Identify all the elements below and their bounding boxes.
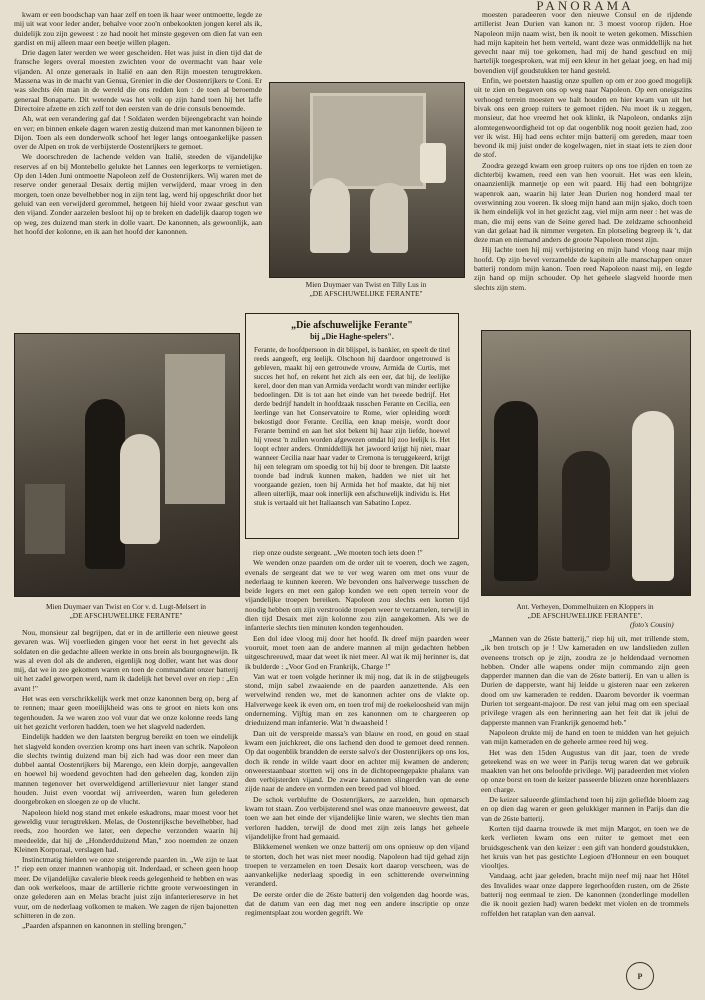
article-column-1-top [14,10,262,326]
paragraph: Nou, monsieur zal begrijpen, dat er in de artillerie een nieuwe geest gevaren was. Wij voerlieden gingen voor het eerst in het gevecht als soldaten en die gedachte alleen werkte in ons brein als bourgognewijn. Ik was al even dol als de anderen, eigenlijk nog doller, want het was door mij, dat we in zee gekomen waren en toen de commandant onzer batterij uit het zadel geworpen werd, nam ik dadelijk het bevel over en riep : „En avant !" [14,628,238,693]
paragraph: Blikkemenel wenken we onze batterij om ons opnieuw op den vijand te storten, doch het was niet meer noodig. Napoleon had tijd gehad zijn troepen te verzamelen en toen Desaix kort daarop verscheen, was de aanvankelijke nederlaag spoedig in een schitterende overwinning veranderd. [245,842,469,889]
paragraph: Enfin, we poetsten haastig onze spullen op om er zoo goed mogelijk uit te zien en begaven ons op weg naar Napoleon. Op een oneigszins verhoogd terrein moesten we halt houden en hier kwam van uit het bivak ons een groep ruiters te gemoet rijden. Nu moet ik u zeggen, monsieur, dat hoe vreemd het ook klinkt, ik Napoleon, ondanks zijn alomtegenwoordigheid tot op dat oogenblik nog nooit gezien had, zoo ver ik wist. Hij had eens echter mijn batterij om gereden, maar toen bevond ik mij juist onder de kogelwagen, niet in staat iets te zien door de stof. [474,76,692,160]
review-body: Ferante, de hoofdpersoon in dit blijspel, is bankier, en speelt de titel reeds aangeeft, erg leelijk. Olschoon hij daardoor ongetrouwd is gebleven, maakt hij een getrouwde vrouw, Armida de Curtis, met succes het hof, en rekent het zich als een eer, dat hij, de leelijke kerel, door den man van Armida verdacht wordt van minder eerlijke bedoelingen. Dit is tot aan het einde van het tweede bedrijf. Het derde bedrijf handelt in hoofdzaak tusschen Ferante en Cecilia, een leerlinge van het Conservatoire te Rome, wier opleiding wordt bekostigd door Ferante. Cecilia, een knap meisje, wordt door Ferante bemind en aan het slot bekent hij haar zijn liefde, hoewel hij vreest 'n zullen worden afgewezen omdat hij zoo leelijk is. Het loopt echter anders. Onmiddellijk het jawoord krijgt hij niet, maar wanneer Cecilia naar haar vader te Cremona is teruggekeerd, krijgt hij een telegram om spoedig tot hij bij door te brengen. Dit laatste toonde bad indruk kunnen maken, hadden we niet uit het voorgaande gezien, toen hij Armida het hof maakte, dat hij niet alleen uiterlijk, maar ook innerlijk een afschuwelijk individu is. Het stuk is vertaald uit het Italiaansch van Sabatino Lopez. [254,346,450,507]
review-box [245,313,459,539]
photo-right-caption [481,602,689,620]
paragraph: Het was een verschrikkelijk werk met onze kanonnen berg op, berg af te rennen; maar geen moeilijkheid was ons te groot en niets kon ons tegenhouden. Ja we waren zoo vol vuur dat we onze kolonne reeds lang uit het gezicht verloren hadden, toen we het slagveld naderden. [14,694,238,731]
article-column-3-bottom [481,634,689,954]
paragraph: Napoleon hield nog stand met enkele eskadrons, maar moest voor het geweldig vuur terugtrekken. Melas, de Oostenrijksche bevelhebber, had reeds, zoo hoorden we later, een depeche verzonden waarin hij meedeelde, dat hij de „Honderdduizend Man," zoo noemden ze onzen Kleinen Korporaal, verslagen had. [14,807,238,854]
caption-line: „DE AFSCHUWELIJKE FERANTE". [527,611,643,620]
caption-line: „DE AFSCHUWELIJKE FERANTE" [69,611,183,620]
paragraph: De keizer salueerde glimlachend toen hij zijn gelieflde bloem zag en op dien dag waren er geen gelukkiger mannen in Parijs dan die van de 26ste batterij. [481,795,689,823]
photo-left-caption [14,602,238,620]
paragraph: Hij lachte toen hij mij verbijstering en mijn hand vloog naar mijn hoofd. Op zijn bevel verzamelde de kapitein alle manschappen onzer batterij rondom mijn kanon. Toen reed Napoleon naast mij, en legde zijn hand op mijn schouder. Op het geheele slagveld hoorde men slechts zijn stem. [474,245,692,292]
publisher-logo-icon [626,962,654,990]
figure-child [120,434,160,544]
figure-left [310,178,350,253]
paragraph: Korten tijd daarna trouwde ik met mijn Margot, en toen we de kerk verlieten kwam ons een ruiter te gemoet met een bruidsgeschenk van den keizer : een gift van honderd goudstukken, het kruis van het pas gestichte Legioen d'Honneur en een bouquet viooltjes. [481,823,689,871]
paragraph: Napoleon drukte mij de hand en toen te midden van het gejuich van mijn kameraden en de geheele armee reed hij weg. [481,727,689,747]
caption-line: Mien Duymaer van Twist en Cor v. d. Lugt-Melsert in [46,602,206,611]
paragraph: We doorschreden de lachende velden van Italië, steeden de vijandelijke reserves af en bij Montebello gelukte het Lannes een legerkorps te vernietigen. Op den 14den Juni ontmoette Napoleon zelf de Oostenrijkers. Wij waren met de reserve onder generaal Desaix dertig mijlen verwijderd, maar vroeg in den morgen, toen onze bevelhebber nog in zijn tent lag, werd hij opgeschrikt door het geluid van een verwijderd gerommel, hetgeen hij hield voor zwaar geschut van den vijand. Zonder aarzelen besloot hij op te breken en dadelijk daarop togen we op weg, zes duizend man sterk in dolle vaart. De kanonnen, als gewoonlijk, aan het hoofd der kolonne, en ik aan het hoofd der kanonnen. [14,152,262,236]
article-column-2-bottom [245,548,469,990]
logo-mark: P [637,971,643,981]
paragraph: Eindelijk hadden we den laatsten bergrug bereikt en toen we eindelijk het slagveld konden overzien kromp ons hart ineen van schrik. Napoleon die slechts twintig duizend man bij zich had was door een meer dan dubbel aantal Oostenrijkers bij Marengo, een klein dorpje, aangevallen en hoewel hij woedend gevochten had den geheelen dag, konden zijn mannen tegenover het overweldigend artillerievuur niet langer stand houden. Juist even voordat wij arriveerden, waren hun gelederen doorgebroken en sloegen ze op de vlucht. [14,732,238,807]
paragraph: Van wat er toen volgde herinner ik mij nog, dat ik in de stijgbeugels stond, mijn sabel zwaaiende en de paarden aanzettende. Als een wervelwind renden we, met de kanonnen achter ons de vlakte op. Halverwege keek ik even om, en toen trof mij de roekeloosheid van mijn onderneming. Vijftig man en zes kanonnen om te chargeeren op drieduizend man infanterie. Wat 'n dwaasheid ! [245,671,469,728]
caption-line: Ant. Verheyen, Dommelhuizen en Kloppers in [516,602,654,611]
review-subtitle: bij „Die Haghe-spelers". [310,332,394,341]
paragraph: Een dol idee vloog mij door het hoofd. Ik dreef mijn paarden weer vooruit, moet toen aan de andere mannen al mijn gedachten hebben uitgeschreeuwd, maar dat weet ik niet meer. Al wat ik mij herinner is, dat ik bulderde : „Voor God en Frankrijk, Charge !" [245,633,469,671]
paragraph: Vandaag, acht jaar geleden, bracht mijn neef mij naar het Hôtel des Invalides waar onze dappere legerhoofden rusten, om de 26ste batterij nog eenmaal te zien. De kanonnen (zonderlinge modellen die ik nooit gezien had) waren bedekt met violen en de trommels roffelden het rataplan van den aanval. [481,871,689,918]
paragraph: De eerste order die de 26ste batterij den volgenden dag hoorde was, dat de datum van een dag met nog een andere inscriptie op onze regimentsplaat zou worden gegrift. We [245,889,469,918]
photo-top-caption [269,280,463,298]
paragraph: Instinctmatig hielden we onze steigerende paarden in. „We zijn te laat !" riep een onzer mannen wanhopig uit. Inderdaad, er scheen geen hoop meer. De vijandelijke cavalerie bleek reeds gelegenheid te hebben en was dan ook werkeloos, maar de artillerie richtte groote verwoestingen in onze gelederen aan en Melas bracht juist zijn infanteriereserve in het vuur, om de nederlaag volkomen te maken. We zagen de rijen bajonetten schitteren in de zon. [14,855,238,920]
paragraph: Ah, wat een verandering gaf dat ! Soldaten werden bijeengebracht van hoinde en ver; en binnen enkele dagen waren zestig duizend man met kanonnen bijeen te Dijon. Toen als een donderwolk schoof het leger langs ontoegankelijke passen over de Alpen en trok de verbijsterde Oostenrijkers te gemoet. [14,114,262,152]
page-header-title: PANORAMA [536,0,634,13]
figure-left-man [494,401,538,581]
figure-right [370,183,408,253]
paragraph: Zoodra gezegd kwam een groep ruiters op ons toe rijden en toen ze dichterbij kwamen, reed een van hen vooruit. Het was een klein, onaanzienlijk mannetje op een wit paard. Hij had een bohtgrijze wapenrok aan, waarin hij later Jean Durien nog honderd maal ter overwinning zou voeren. Ik sloeg mijn hand aan mijn sjako, doch toen ik hem eindelijk vol in het gezicht zag, viel mijn arm neer : het was de man, die mij eens van de Seine gered had. De zeldzame schoonheid van dat gelaat had ik nimmer vergeten. En plotseling begreep ik 't, dat deze man en niemand anders de groote Napoleon moest zijn. [474,160,692,245]
chair [25,484,65,554]
window-frame [310,93,426,189]
lamp [420,143,446,183]
photo-credit: (foto's Cousin) [630,620,674,629]
photo-right [481,330,691,596]
figure-right-man [632,411,674,581]
paragraph: Het was den 15den Augustus van dit jaar, toen de vrede geteekend was en we weer in Parijs terug waren dat we gebruik maakten van het ons beloofde privilege. Wij paradeerden met violen op onze borst en toen de keizer passeerde bliezen onze horenblazers een charge. [481,747,689,794]
paragraph: We wenden onze paarden om de order uit te voeren, doch we zagen, evenals de sergeant dat we te ver weg waren om met ons vuur de nederlaag te kunnen keeren. We bevonden ons halverwege tusschen de beide legers en met een galop konden we een open terrein voor de vijandelijke troepen bereiken. Napoleon zou slechts een korten tijd noodig hebben om zijn verstrooide troepen weer te verzamelen, terwijl in dien tijd Desaix met zijn kolonne zou zijn aangekomen. Als we de infanterie slechts tien minuten konden tegenhouden. [245,558,469,633]
paragraph: moesten paradeeren voor den nieuwe Consul en de rijdende artillerist Jean Durien van kanon nr. 3 moest voorop rijden. Hoe Napoleon mijn naam wist, ben ik nooit te weten gekomen. Misschien had mijn kapitein het hem verteld, want deze was onmiddellijk na het gevecht naar mij toe gekomen, had mij de hand geschud en mij hartelijk toegesproken, wat mij een kleur in het gelaat joeg, en had mij bovendien vijf goudstukken ter hand gesteld. [474,10,692,75]
article-column-3-top [474,10,692,320]
article-column-1-bottom [14,628,238,990]
photo-top-center [269,82,465,278]
photo-left [14,333,240,597]
figure-seated-man [562,451,610,571]
paragraph: „Mannen van de 26ste batterij," riep hij uit, met trillende stem, „ik ben trotsch op je ! Uw kameraden en uw landslieden zullen eveneens trotsch op je zijn, zoodra ze je heldendaad vernomen hebben. Onder alle wapens onder mijn commando zijn geen dapperder mannen dan die van de 26ste batterij. En van u allen is Durien de dapperste, want hij leidde u gisteren naar een zekeren dood om uw kameraden te redden. Daarom bevorder ik voerman Durien tot sergeant-majoor. De rest van jelui mag om een speciaal privilege vragen als een herinnering aan het feit dat ik jelui de dapperste mannen van Frankrijk genoemd heb." [481,634,689,727]
paragraph: De schok verbluftte de Oostenrijkers, ze aarzelden, hun opmarsch kwam tot staan. Zoo verbijsterend snel was onze manoeuvre geweest, dat toen we aan het einde der vijandelijke linie waren, we slechts tien man verloren hadden, terwijl de dood met zijn zeis langs het geheele vijandelijke front had gemaaid. [245,794,469,841]
caption-line: Mien Duymaer van Twist en Tilly Lus in [305,280,427,289]
caption-line: „DE AFSCHUWELIJKE FERANTE" [309,289,423,298]
figure-standing [85,399,125,569]
doorway [165,354,225,504]
paragraph: Drie dagen later werden we weer gescheiden. Het was juist in dien tijd dat de fransche legers overal moesten zwichten voor de overmacht van haar vele vijanden. Al onze generaals in Italië en aan den Rijn moesten terugtrekken. Massena was in de macht van Genua, Grenier in die der Oostenrijkers te Coni. Er was slechts één man in de wereld die ons redden kon : de toen al beroemde generaal Bonaparte. Dit wetende was het volk op zijn hand toen hij het laffe Directoire afzette en zich zelf tot den eersten van de drie consuls benoemde. [14,48,262,113]
paragraph: Dan uit de verspreide massa's van blauw en rood, en goud en staal kwam een juichkreet, die ons lachend den dood te gemoet deed rennen. Op dat oogenblik brandden de eerste salvo's der Oostenrijkers op ons los, doch ik rende in wilde vaart door en achter mij kwamen de anderen; onweerstaanbaar stortten wij ons in de dichtopeengepakte phalanx van den verbijsterden vijand. De zware kanonnen slingerden van de eene zijde naar de andere en vormden een breed pad vol bloed. [245,728,469,794]
paragraph: riep onze oudste sergeant. „We moeten toch iets doen !" [253,548,423,557]
review-title: „Die afschuwelijke Ferante" [291,320,413,331]
paragraph: „Paarden afspannen en kanonnen in stelling brengen," [22,921,187,931]
paragraph: kwam er een boodschap van haar zelf en toen ik haar weer ontmoette, legde ze mij uit wat voor leder ander, behalve voor zoo'n onbekookten jongen kerel als ik, duidelijk zou zijn geweest : ze had nooit het minste gegeven om dien fat van een gardist en mij alleen maar een beetje willen plagen. [14,10,262,47]
